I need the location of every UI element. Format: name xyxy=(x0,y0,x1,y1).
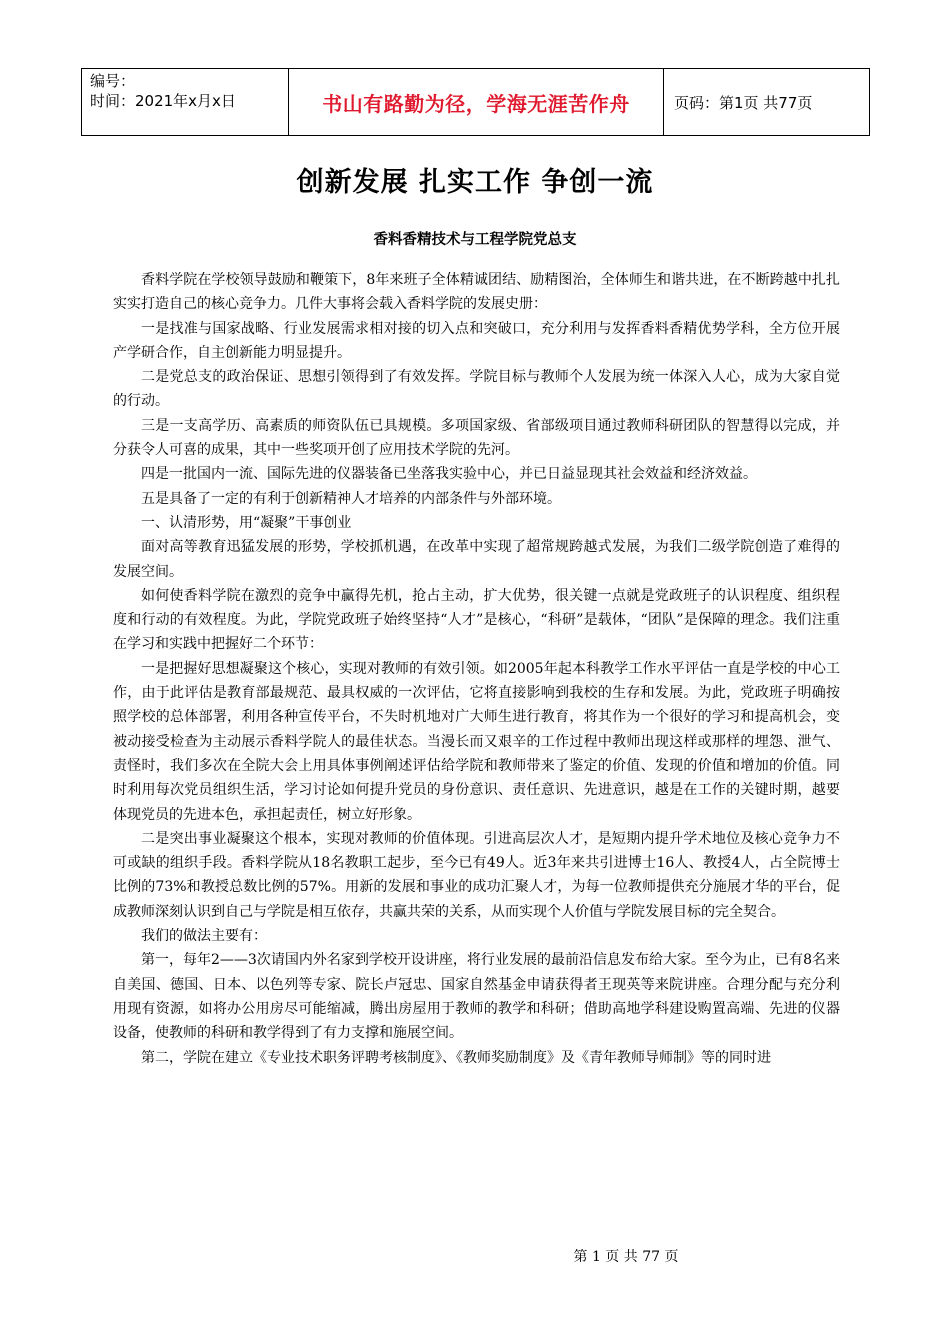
motto-text: 书山有路勤为径，学海无涯苦作舟 xyxy=(322,91,630,116)
document-subtitle: 香料香精技术与工程学院党总支 xyxy=(373,232,577,248)
header-table xyxy=(81,68,870,136)
paragraph: 第一，每年2——3次请国内外名家到学校开设讲座，将行业发展的最前沿信息发布给大家。至今为止，已有8名来自美国、德国、日本、以色列等专家、院长卢冠忠、国家自然基金申请获得者王现英等来院讲座。合理分配与充分利用现有资源，如将办公用房尽可能缩减，腾出房屋用于教师的教学和科研；借助高地学科建设购置高端、先进的仪器设备，使教师的科研和教学得到了有力支撑和施展空间。 xyxy=(113,952,840,1042)
paragraph: 二是突出事业凝聚这个根本，实现对教师的价值体现。引进高层次人才，是短期内提升学术地位及核心竞争力不可或缺的组织手段。香料学院从18名教职工起步，至今已有49人。近3年来共引进博士16人、教授4人，占全院博士比例的73%和教授总数比例的57%。用新的发展和事业的成功汇聚人才，为每一位教师提供充分施展才华的平台，促成教师深刻认识到自己与学院是相互依存，共赢共荣的关系，从而实现个人价值与学院发展目标的完全契合。 xyxy=(113,830,840,920)
paragraph: 三是一支高学历、高素质的师资队伍已具规模。多项国家级、省部级项目通过教师科研团队的智慧得以完成，并分获令人可喜的成果，其中一些奖项开创了应用技术学院的先河。 xyxy=(113,417,840,459)
paragraph: 面对高等教育迅猛发展的形势，学校抓机遇，在改革中实现了超常规跨越式发展，为我们二级学院创造了难得的发展空间。 xyxy=(113,539,840,580)
document-body xyxy=(113,268,840,1070)
paragraph: 五是具备了一定的有利于创新精神人才培养的内部条件与外部环境。 xyxy=(141,490,561,507)
page-info-text: 页码：第1页 共77页 xyxy=(674,93,813,112)
header-page-cell xyxy=(664,69,870,136)
paragraph: 我们的做法主要有： xyxy=(141,928,267,945)
header-meta-cell xyxy=(82,69,289,136)
paragraph: 四是一批国内一流、国际先进的仪器装备已坐落我实验中心，并已日益显现其社会效益和经济效益。 xyxy=(141,466,757,483)
paragraph: 香料学院在学校领导鼓励和鞭策下，8年来班子全体精诚团结、励精图治，全体师生和谐共进，在不断跨越中扎扎实实打造自己的核心竞争力。几件大事将会载入香料学院的发展史册： xyxy=(113,272,840,313)
paragraph: 第二，学院在建立《专业技术职务评聘考核制度》、《教师奖励制度》及《青年教师导师制》等的同时进 xyxy=(141,1049,771,1066)
document-number-label: 编号： xyxy=(90,72,136,90)
paragraph: 一是找准与国家战略、行业发展需求相对接的切入点和突破口，充分利用与发挥香料香精优势学科，全方位开展产学研合作，自主创新能力明显提升。 xyxy=(113,320,840,361)
paragraph: 二是党总支的政治保证、思想引领得到了有效发挥。学院目标与教师个人发展为统一体深入人心，成为大家自觉的行动。 xyxy=(113,369,840,410)
header-motto-cell xyxy=(289,69,664,136)
section-heading: 一、认清形势，用“凝聚”干事创业 xyxy=(141,514,352,531)
paragraph: 如何使香料学院在激烈的竞争中赢得先机，抢占主动，扩大优势，很关键一点就是党政班子的认识程度、组织程度和行动的有效程度。为此，学院党政班子始终坚持“人才”是核心，“科研”是载体，“团队”是保障的理念。我们注重在学习和实践中把握好二个环节： xyxy=(113,587,840,653)
document-time-label: 时间：2021年x月x日 xyxy=(90,92,236,110)
paragraph: 一是把握好思想凝聚这个核心，实现对教师的有效引领。如2005年起本科教学工作水平评估一直是学校的中心工作，由于此评估是教育部最规范、最具权威的一次评估，它将直接影响到我校的生存和发展。为此，党政班子明确按照学校的总体部署，利用各种宣传平台，不失时机地对广大师生进行教育，将其作为一个很好的学习和提高机会，变被动接受检查为主动展示香料学院人的最佳状态。当漫长而又艰辛的工作过程中教师出现这样或那样的埋怨、泄气、责怪时，我们多次在全院大会上用具体事例阐述评估给学院和教师带来了鉴定的价值、发现的价值和增加的价值。同时利用每次党员组织生活，学习讨论如何提升党员的身份意识、责任意识、先进意识，越是在工作的关键时期，越要体现党员的先进本色，承担起责任，树立好形象。 xyxy=(113,660,840,823)
document-title: 创新发展 扎实工作 争创一流 xyxy=(296,167,654,198)
page-footer: 第 1 页 共 77 页 xyxy=(573,1249,679,1265)
